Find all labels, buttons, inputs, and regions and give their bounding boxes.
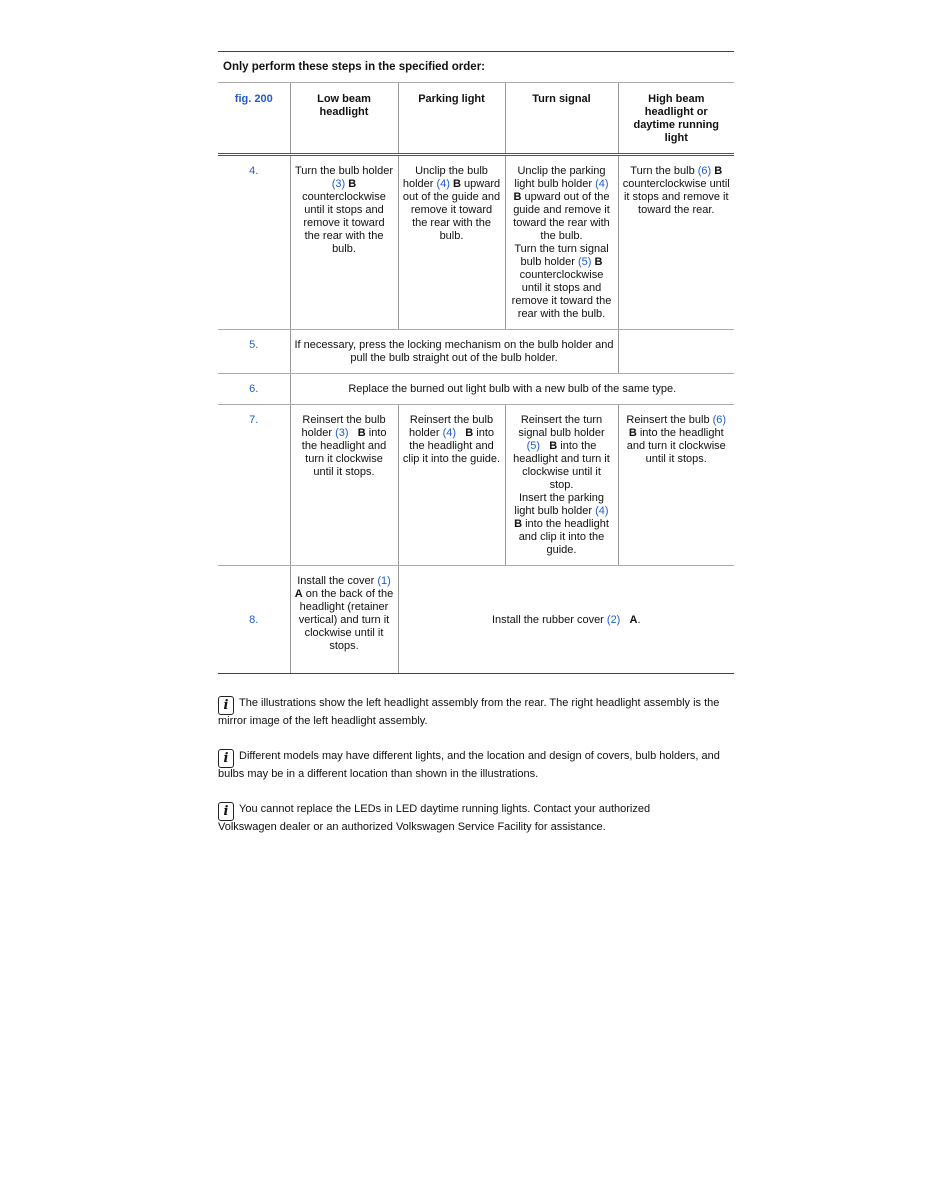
table-row	[218, 155, 734, 330]
header-low-beam: Low beam headlight	[290, 83, 398, 155]
top-rule	[218, 51, 734, 52]
ref-link[interactable]: (6)	[697, 165, 712, 177]
ref-link[interactable]: (3)	[331, 178, 346, 190]
ref-link[interactable]: (4)	[436, 178, 450, 190]
parking-cell: Unclip the bulb holder (4) B upward out of the guide and remove it toward the rear with the bulb.	[398, 155, 505, 330]
step-number[interactable]: 6.	[218, 374, 290, 405]
table-caption: Only perform these steps in the specified order:	[223, 61, 486, 73]
note-3: i You cannot replace the LEDs in LED daytime running lights. Contact your authorized Volkswagen dealer or an authorized Volkswagen Service Facility for assistance.	[218, 803, 651, 833]
header-high-beam: High beam headlight or daytime running light	[618, 83, 734, 155]
table-row	[218, 405, 734, 566]
rest-cell: Install the rubber cover (2) A.	[398, 566, 734, 674]
table-header	[218, 83, 734, 155]
header-turn: Turn signal	[505, 83, 618, 155]
table-row	[218, 566, 734, 674]
empty-cell	[618, 330, 734, 374]
step-number[interactable]: 7.	[218, 405, 290, 566]
step-number[interactable]: 8.	[218, 566, 290, 674]
step-number[interactable]: 5.	[218, 330, 290, 374]
header-parking: Parking light	[398, 83, 505, 155]
ref-link[interactable]: (3)	[335, 427, 349, 439]
note-2: i Different models may have different lights, and the location and design of covers, bulb holders, and bulbs may be in a different location than shown in the illustrations.	[218, 750, 720, 780]
step-text: If necessary, press the locking mechanism on the bulb holder and pull the bulb straight out of the bulb holder.	[290, 330, 618, 374]
ref-link[interactable]: (2)	[606, 613, 621, 626]
table-row	[218, 374, 734, 405]
ref-link[interactable]: (4)	[595, 505, 609, 517]
steps-table	[218, 82, 734, 674]
turn-cell: Reinsert the turn signal bulb holder (5) B into the headlight and turn it clockwise until it stop. Insert the parking light bulb holder (4) B into the headlight and clip it into the guide.	[505, 405, 618, 566]
ref-link[interactable]: (1)	[377, 575, 391, 587]
ref-link[interactable]: (5)	[578, 256, 592, 268]
info-icon: i	[218, 749, 234, 768]
parking-cell: Reinsert the bulb holder (4) B into the headlight and clip it into the guide.	[398, 405, 505, 566]
ref-link[interactable]: (4)	[442, 427, 457, 439]
step-text: Replace the burned out light bulb with a new bulb of the same type.	[290, 374, 734, 405]
step-number[interactable]: 4.	[218, 155, 290, 330]
fig-link[interactable]: fig. 200	[218, 83, 290, 155]
note-1: i The illustrations show the left headlight assembly from the rear. The right headlight assembly is the mirror image of the left headlight assembly.	[218, 697, 720, 727]
ref-link[interactable]: (4)	[595, 178, 609, 190]
low-beam-cell: Install the cover (1) A on the back of the headlight (retainer vertical) and turn it clockwise until it stops.	[290, 566, 398, 674]
high-beam-cell: Turn the bulb (6) B counterclockwise until it stops and remove it toward the rear.	[618, 155, 734, 330]
low-beam-cell: Turn the bulb holder (3) B counterclockwise until it stops and remove it toward the rear with the bulb.	[290, 155, 398, 330]
turn-cell: Unclip the parking light bulb holder (4) B upward out of the guide and remove it toward the rear with the bulb. Turn the turn signal bulb holder (5) B counterclockwise until it stops and remove it toward the rear with the bulb.	[505, 155, 618, 330]
info-icon: i	[218, 802, 234, 821]
table-row	[218, 330, 734, 374]
ref-link[interactable]: (5)	[526, 440, 541, 452]
info-icon: i	[218, 696, 234, 715]
low-beam-cell: Reinsert the bulb holder (3) B into the headlight and turn it clockwise until it stops.	[290, 405, 398, 566]
ref-link[interactable]: (6)	[712, 414, 727, 426]
high-beam-cell: Reinsert the bulb (6) B into the headlight and turn it clockwise until it stops.	[618, 405, 734, 566]
